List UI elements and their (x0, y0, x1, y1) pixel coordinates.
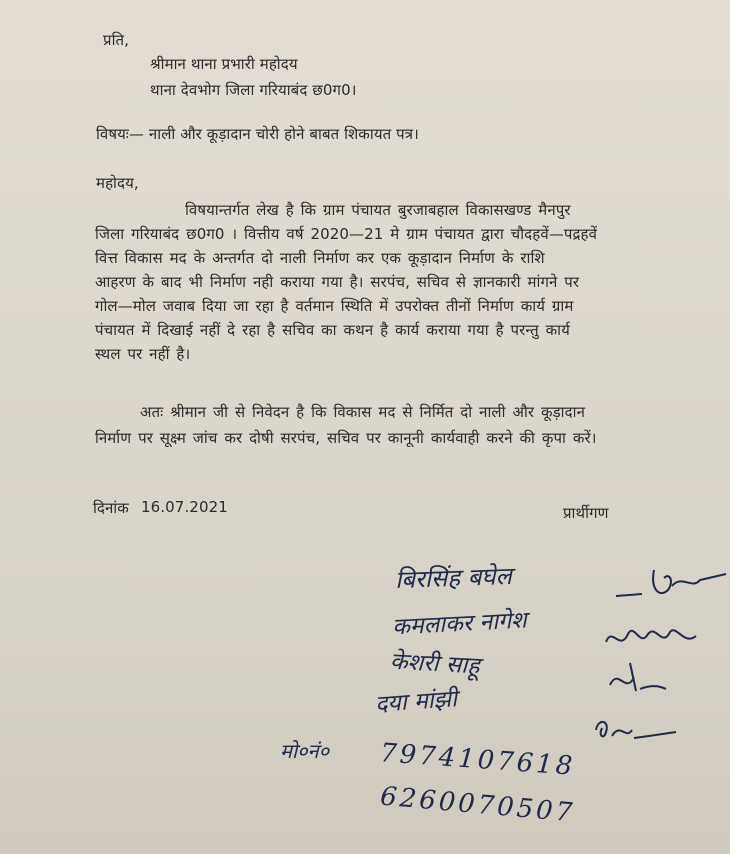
date-value: 16.07.2021 (141, 498, 228, 516)
para1-line: जिला गरियाबंद छ0ग0 । वित्तीय वर्ष 2020—21 मे ग्राम पंचायत द्वारा चौदहवें—पद्रहवें (95, 225, 598, 243)
recipient-line-2: थाना देवभोग जिला गरियाबंद छ0ग0। (150, 81, 357, 99)
signatory-name: दया मांझी (374, 686, 458, 718)
para1-line: पंचायत में दिखाई नहीं दे रहा है सचिव का कथन है कार्य कराया गया है परन्तु कार्य (95, 321, 570, 339)
signatory-name: बिरसिंह बघेल (394, 561, 513, 595)
phone-number: 7974107618 (379, 738, 577, 782)
para1-line: गोल—मोल जवाब दिया जा रहा है वर्तमान स्थिति में उपरोक्त तीनों निर्माण कार्य ग्राम (95, 297, 574, 315)
mobile-label: मो०नं० (280, 739, 330, 763)
signature-scribble (600, 618, 700, 658)
phone-number: 6260070507 (379, 781, 577, 829)
signatory-name: कमलाकर नागेश (391, 607, 528, 641)
signature-scribble (600, 655, 670, 705)
date-label: दिनांक (93, 499, 129, 517)
applicants-label: प्रार्थीगण (563, 504, 609, 522)
para1-line: स्थल पर नहीं है। (95, 345, 191, 363)
to-label: प्रति, (103, 31, 130, 49)
recipient-line-1: श्रीमान थाना प्रभारी महोदय (150, 55, 298, 73)
signature-scribble (590, 712, 680, 748)
para1-line: आहरण के बाद भी निर्माण नही कराया गया है। सरपंच, सचिव से ज्ञानकारी मांगने पर (95, 273, 580, 291)
para1-line: विषयान्तर्गत लेख है कि ग्राम पंचायत बुरजाबहाल विकासखण्ड मैनपुर (185, 201, 571, 219)
para2-line: निर्माण पर सूक्ष्म जांच कर दोषी सरपंच, सचिव पर कानूनी कार्यवाही करने की कृपा करें। (95, 429, 597, 447)
signature-scribble (612, 560, 730, 610)
para2-line: अतः श्रीमान जी से निवेदन है कि विकास मद से निर्मित दो नाली और कूड़ादान (140, 403, 586, 421)
salutation: महोदय, (96, 174, 139, 192)
subject-line: विषयः— नाली और कूड़ादान चोरी होने बाबत शिकायत पत्र। (96, 125, 419, 143)
signatory-name: केशरी साहू (389, 648, 481, 680)
para1-line: वित्त विकास मद के अन्तर्गत दो नाली निर्माण कर एक कूड़ादान निर्माण के राशि (95, 249, 545, 267)
